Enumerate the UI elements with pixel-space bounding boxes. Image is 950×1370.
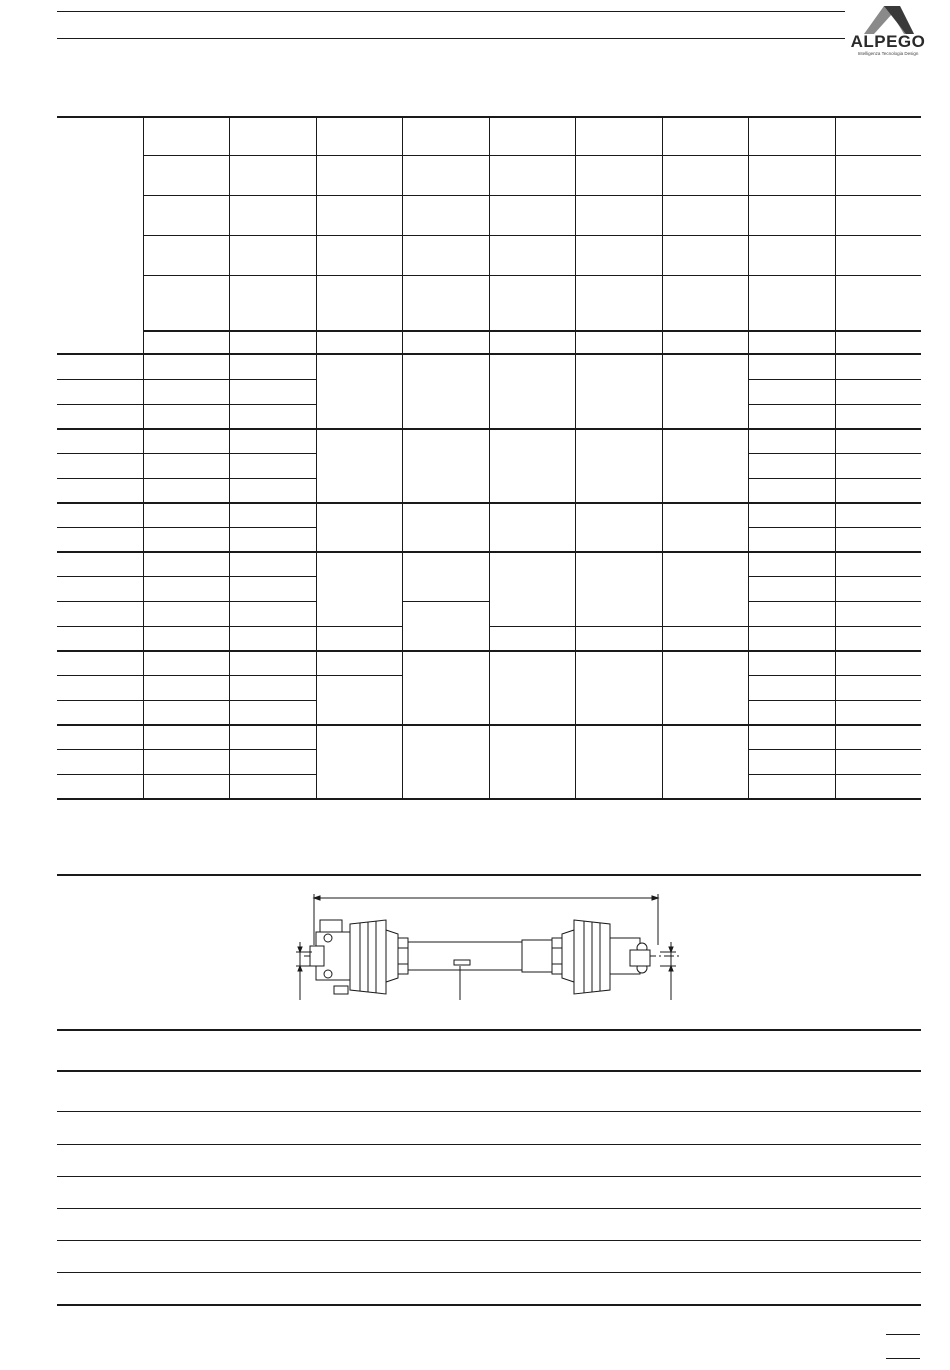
row-rule bbox=[57, 478, 316, 479]
lower-table-rule bbox=[57, 1240, 921, 1241]
header-rule-bottom bbox=[57, 38, 845, 39]
lower-table-rule bbox=[57, 1144, 921, 1145]
lower-table-rule bbox=[57, 1029, 921, 1031]
pto-drive-shaft-drawing-icon bbox=[290, 890, 690, 1015]
row-rule bbox=[57, 404, 316, 405]
header-row-rule bbox=[143, 235, 921, 236]
table-bottom-rule bbox=[57, 798, 921, 800]
header-row-rule bbox=[143, 330, 921, 332]
column-divider bbox=[575, 116, 576, 798]
column-divider bbox=[489, 116, 490, 798]
row-rule bbox=[57, 774, 316, 775]
column-divider bbox=[143, 116, 144, 798]
column-divider bbox=[402, 116, 403, 798]
lower-table-rule bbox=[57, 1208, 921, 1209]
column-divider bbox=[229, 116, 230, 798]
column-divider bbox=[748, 116, 749, 798]
row-rule bbox=[57, 527, 316, 528]
drawing-section-top-rule bbox=[57, 874, 921, 876]
header-rule-top bbox=[57, 11, 845, 12]
header-row-rule bbox=[143, 195, 921, 196]
row-rule bbox=[402, 601, 489, 602]
column-divider bbox=[835, 116, 836, 798]
row-rule bbox=[489, 626, 921, 627]
lower-table-rule bbox=[57, 1070, 921, 1072]
row-rule bbox=[57, 601, 316, 602]
header-row-rule bbox=[143, 275, 921, 276]
row-rule bbox=[57, 453, 316, 454]
column-divider bbox=[316, 116, 317, 798]
alpego-mountain-logo-icon bbox=[848, 2, 928, 36]
brand-logo bbox=[848, 2, 928, 62]
lower-table-rule bbox=[57, 1176, 921, 1177]
lower-table-rule bbox=[57, 1111, 921, 1112]
footer-mark bbox=[886, 1358, 920, 1359]
row-rule bbox=[57, 379, 316, 380]
column-divider bbox=[662, 116, 663, 798]
header-row-rule bbox=[143, 155, 921, 156]
row-rule bbox=[57, 700, 316, 701]
brand-tagline: Intelligenza Tecnologia Design bbox=[857, 51, 919, 56]
lower-table-rule bbox=[57, 1304, 921, 1306]
brand-name: ALPEGO bbox=[850, 32, 926, 51]
row-rule bbox=[57, 749, 316, 750]
footer-mark bbox=[886, 1334, 920, 1335]
lower-table-rule bbox=[57, 1272, 921, 1273]
row-rule bbox=[57, 576, 316, 577]
